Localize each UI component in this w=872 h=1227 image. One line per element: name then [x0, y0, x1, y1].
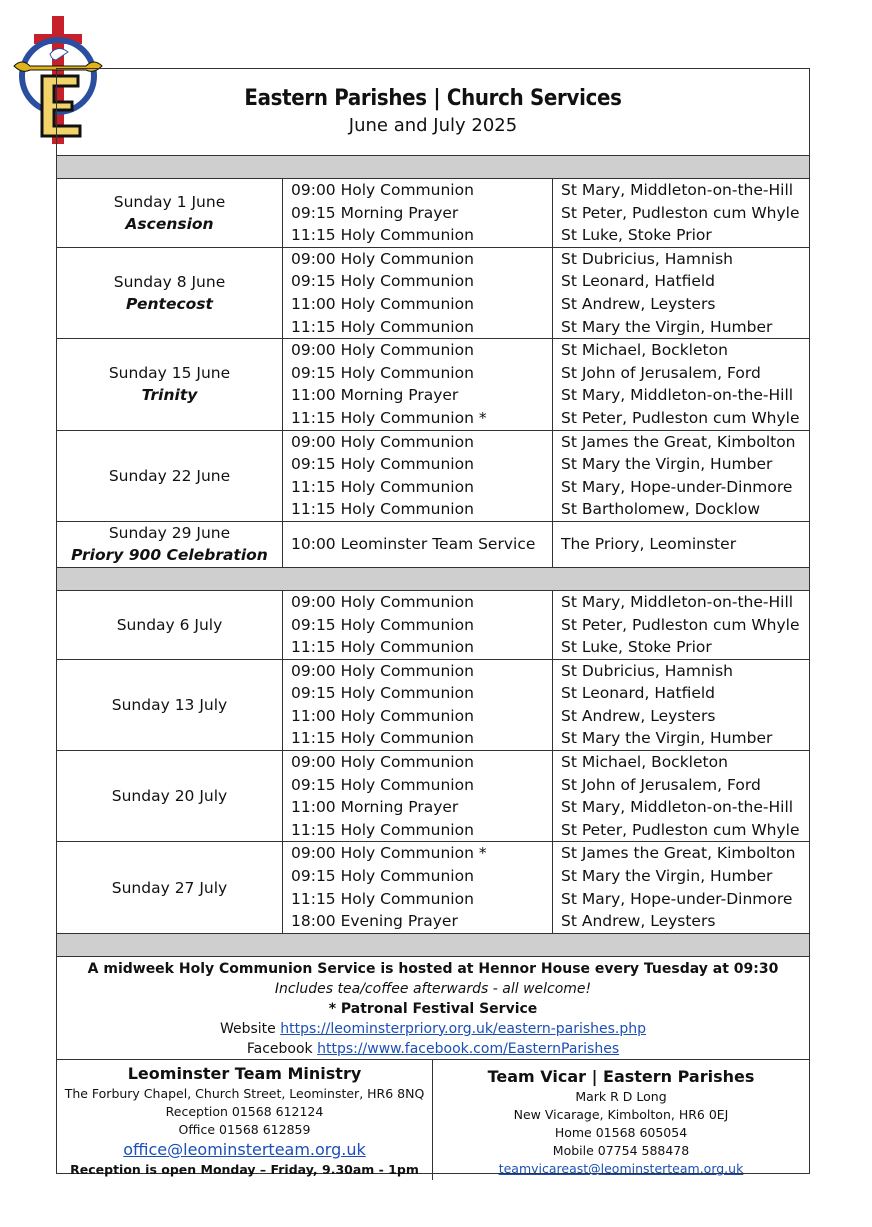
team-ministry-heading: Leominster Team Ministry	[127, 1063, 362, 1083]
service-locations-cell	[553, 179, 810, 247]
website-line	[57, 1019, 809, 1039]
reception-hours: Reception is open Monday – Friday, 9.30am - 1pm	[70, 1161, 419, 1177]
june-divider-band	[57, 156, 809, 179]
website-label: Website	[219, 1020, 281, 1037]
service-location: St James the Great, Kimbolton	[561, 844, 796, 863]
service-time: 11:00 Morning Prayer	[291, 386, 459, 405]
vicar-address: New Vicarage, Kimbolton, HR6 0EJ	[513, 1106, 729, 1122]
feast-name: Ascension	[125, 214, 214, 233]
service-day-row	[57, 247, 809, 338]
service-times-cell	[283, 247, 553, 338]
service-times-cell	[283, 430, 553, 521]
tea-notice: Includes tea/coffee afterwards - all welcome!	[274, 980, 592, 997]
feast-name: Priory 900 Celebration	[71, 546, 268, 565]
service-location: St Andrew, Leysters	[561, 294, 716, 313]
service-time: 11:15 Holy Communion *	[291, 408, 487, 427]
service-locations-cell	[553, 751, 810, 842]
service-time: 11:00 Holy Communion	[291, 706, 474, 725]
service-times-cell	[283, 179, 553, 247]
service-time: 09:15 Morning Prayer	[291, 203, 459, 222]
service-day-name: Sunday 27 July	[111, 878, 228, 897]
service-day-cell	[57, 521, 283, 567]
service-day-cell	[57, 751, 283, 842]
service-locations-cell	[553, 339, 810, 430]
service-location: St John of Jerusalem, Ford	[561, 363, 761, 382]
service-day-name: Sunday 22 June	[108, 466, 231, 485]
service-locations-cell	[553, 591, 810, 659]
service-day-row	[57, 659, 809, 750]
service-times-cell	[283, 751, 553, 842]
service-location: St Mary, Middleton-on-the-Hill	[561, 386, 794, 405]
service-location: St Mary, Middleton-on-the-Hill	[561, 181, 794, 199]
service-times-cell	[283, 591, 553, 659]
service-day-cell	[57, 591, 283, 659]
service-day-name: Sunday 1 June	[113, 192, 226, 211]
facebook-link[interactable]: https://www.facebook.com/EasternParishes	[317, 1040, 620, 1057]
service-location: St John of Jerusalem, Ford	[561, 775, 761, 794]
reception-phone: Reception 01568 612124	[165, 1103, 324, 1119]
service-times-cell	[283, 842, 553, 933]
team-ministry-address: The Forbury Chapel, Church Street, Leominster, HR6 8NQ	[64, 1085, 425, 1101]
service-day-row	[57, 842, 809, 933]
service-location: St Peter, Pudleston cum Whyle	[561, 820, 800, 839]
vicar-home-phone: Home 01568 605054	[554, 1124, 688, 1140]
feast-name: Pentecost	[126, 294, 213, 313]
feast-name: Trinity	[141, 386, 198, 405]
service-day-cell	[57, 430, 283, 521]
service-time: 11:15 Holy Communion	[291, 729, 474, 748]
team-ministry-contact	[57, 1060, 433, 1180]
team-vicar-contact	[433, 1060, 809, 1180]
service-time: 09:15 Holy Communion	[291, 867, 474, 886]
service-time: 11:15 Holy Communion	[291, 317, 474, 336]
service-location: St Andrew, Leysters	[561, 912, 716, 931]
office-phone: Office 01568 612859	[178, 1121, 311, 1137]
service-time: 09:15 Holy Communion	[291, 684, 474, 703]
vicar-email-link[interactable]: teamvicareast@leominsterteam.org.uk	[498, 1160, 744, 1176]
vicar-name: Mark R D Long	[575, 1088, 667, 1104]
team-vicar-heading: Team Vicar | Eastern Parishes	[487, 1066, 755, 1086]
service-location: St Andrew, Leysters	[561, 706, 716, 725]
service-time: 11:15 Holy Communion	[291, 889, 474, 908]
service-location: St Peter, Pudleston cum Whyle	[561, 408, 800, 427]
service-time: 11:15 Holy Communion	[291, 820, 474, 839]
service-time: 11:15 Holy Communion	[291, 226, 474, 245]
service-time: 09:15 Holy Communion	[291, 775, 474, 794]
service-location: St Mary, Middleton-on-the-Hill	[561, 592, 794, 611]
service-time: 09:15 Holy Communion	[291, 455, 474, 474]
service-location: St Dubricius, Hamnish	[561, 249, 733, 268]
service-time: 09:00 Holy Communion	[291, 753, 474, 772]
service-time: 09:00 Holy Communion	[291, 181, 474, 199]
service-location: St Leonard, Hatfield	[561, 684, 716, 703]
service-times-cell	[283, 659, 553, 750]
patronal-footnote: * Patronal Festival Service	[328, 1000, 538, 1017]
service-time: 09:15 Holy Communion	[291, 615, 474, 634]
service-day-cell	[57, 339, 283, 430]
website-link[interactable]: https://leominsterpriory.org.uk/eastern-parishes.php	[280, 1020, 647, 1037]
service-location: St Mary the Virgin, Humber	[561, 867, 773, 886]
midweek-notice: A midweek Holy Communion Service is hosted at Hennor House every Tuesday at 09:30	[87, 960, 779, 977]
service-day-row	[57, 521, 809, 567]
service-time: 09:00 Holy Communion	[291, 432, 474, 451]
service-time: 09:00 Holy Communion	[291, 341, 474, 360]
service-location: St Luke, Stoke Prior	[561, 638, 712, 657]
service-day-row	[57, 179, 809, 247]
service-times-cell	[283, 339, 553, 430]
service-time: 11:00 Morning Prayer	[291, 798, 459, 817]
service-locations-cell	[553, 659, 810, 750]
page-subtitle: June and July 2025	[348, 115, 518, 136]
service-time: 09:15 Holy Communion	[291, 272, 474, 291]
service-location: St Peter, Pudleston cum Whyle	[561, 203, 800, 222]
service-location: St Mary, Hope-under-Dinmore	[561, 889, 793, 908]
facebook-label: Facebook	[246, 1040, 318, 1057]
footer-info	[57, 957, 809, 1060]
service-location: St Mary the Virgin, Humber	[561, 455, 773, 474]
service-location: St Luke, Stoke Prior	[561, 226, 712, 245]
service-time: 18:00 Evening Prayer	[291, 912, 458, 931]
document-header	[57, 69, 809, 156]
service-day-cell	[57, 659, 283, 750]
service-times-cell	[283, 521, 553, 567]
service-day-cell	[57, 247, 283, 338]
service-location: St Peter, Pudleston cum Whyle	[561, 615, 800, 634]
service-locations-cell	[553, 430, 810, 521]
service-day-cell	[57, 179, 283, 247]
service-location: St Mary, Hope-under-Dinmore	[561, 477, 793, 496]
service-time: 10:00 Leominster Team Service	[291, 535, 536, 554]
service-location: The Priory, Leominster	[561, 535, 737, 554]
service-time: 11:00 Holy Communion	[291, 294, 474, 313]
service-time: 09:15 Holy Communion	[291, 363, 474, 382]
service-locations-cell	[553, 842, 810, 933]
service-time: 11:15 Holy Communion	[291, 638, 474, 657]
service-time: 09:00 Holy Communion	[291, 249, 474, 268]
office-email-link[interactable]: office@leominsterteam.org.uk	[123, 1139, 366, 1159]
facebook-line	[57, 1039, 809, 1059]
service-locations-cell	[553, 521, 810, 567]
service-location: St James the Great, Kimbolton	[561, 432, 796, 451]
service-location: St Michael, Bockleton	[561, 753, 728, 772]
service-time: 11:15 Holy Communion	[291, 500, 474, 519]
service-day-row	[57, 339, 809, 430]
service-day-row	[57, 591, 809, 659]
july-divider-band	[57, 568, 809, 591]
service-day-name: Sunday 29 June	[108, 524, 231, 543]
service-location: St Mary the Virgin, Humber	[561, 729, 773, 748]
june-services-table	[57, 179, 809, 568]
page-title: Eastern Parishes | Church Services	[244, 86, 622, 111]
service-location: St Michael, Bockleton	[561, 341, 728, 360]
service-time: 09:00 Holy Communion	[291, 661, 474, 680]
service-day-name: Sunday 15 June	[108, 364, 231, 383]
service-day-name: Sunday 13 July	[111, 695, 228, 714]
service-time: 11:15 Holy Communion	[291, 477, 474, 496]
service-location: St Mary the Virgin, Humber	[561, 317, 773, 336]
july-services-table	[57, 591, 809, 934]
service-time: 09:00 Holy Communion *	[291, 844, 487, 863]
service-time: 09:00 Holy Communion	[291, 592, 474, 611]
service-day-row	[57, 751, 809, 842]
service-location: St Bartholomew, Docklow	[561, 500, 761, 519]
service-day-name: Sunday 20 July	[111, 787, 228, 806]
contacts-section	[57, 1060, 809, 1180]
service-day-row	[57, 430, 809, 521]
service-locations-cell	[553, 247, 810, 338]
service-location: St Mary, Middleton-on-the-Hill	[561, 798, 794, 817]
service-schedule-document	[56, 68, 810, 1177]
service-location: St Dubricius, Hamnish	[561, 661, 733, 680]
service-day-cell	[57, 842, 283, 933]
service-day-name: Sunday 8 June	[113, 272, 226, 291]
footer-divider-band	[57, 934, 809, 957]
service-day-name: Sunday 6 July	[116, 615, 223, 634]
vicar-mobile-phone: Mobile 07754 588478	[552, 1142, 690, 1158]
service-location: St Leonard, Hatfield	[561, 272, 716, 291]
